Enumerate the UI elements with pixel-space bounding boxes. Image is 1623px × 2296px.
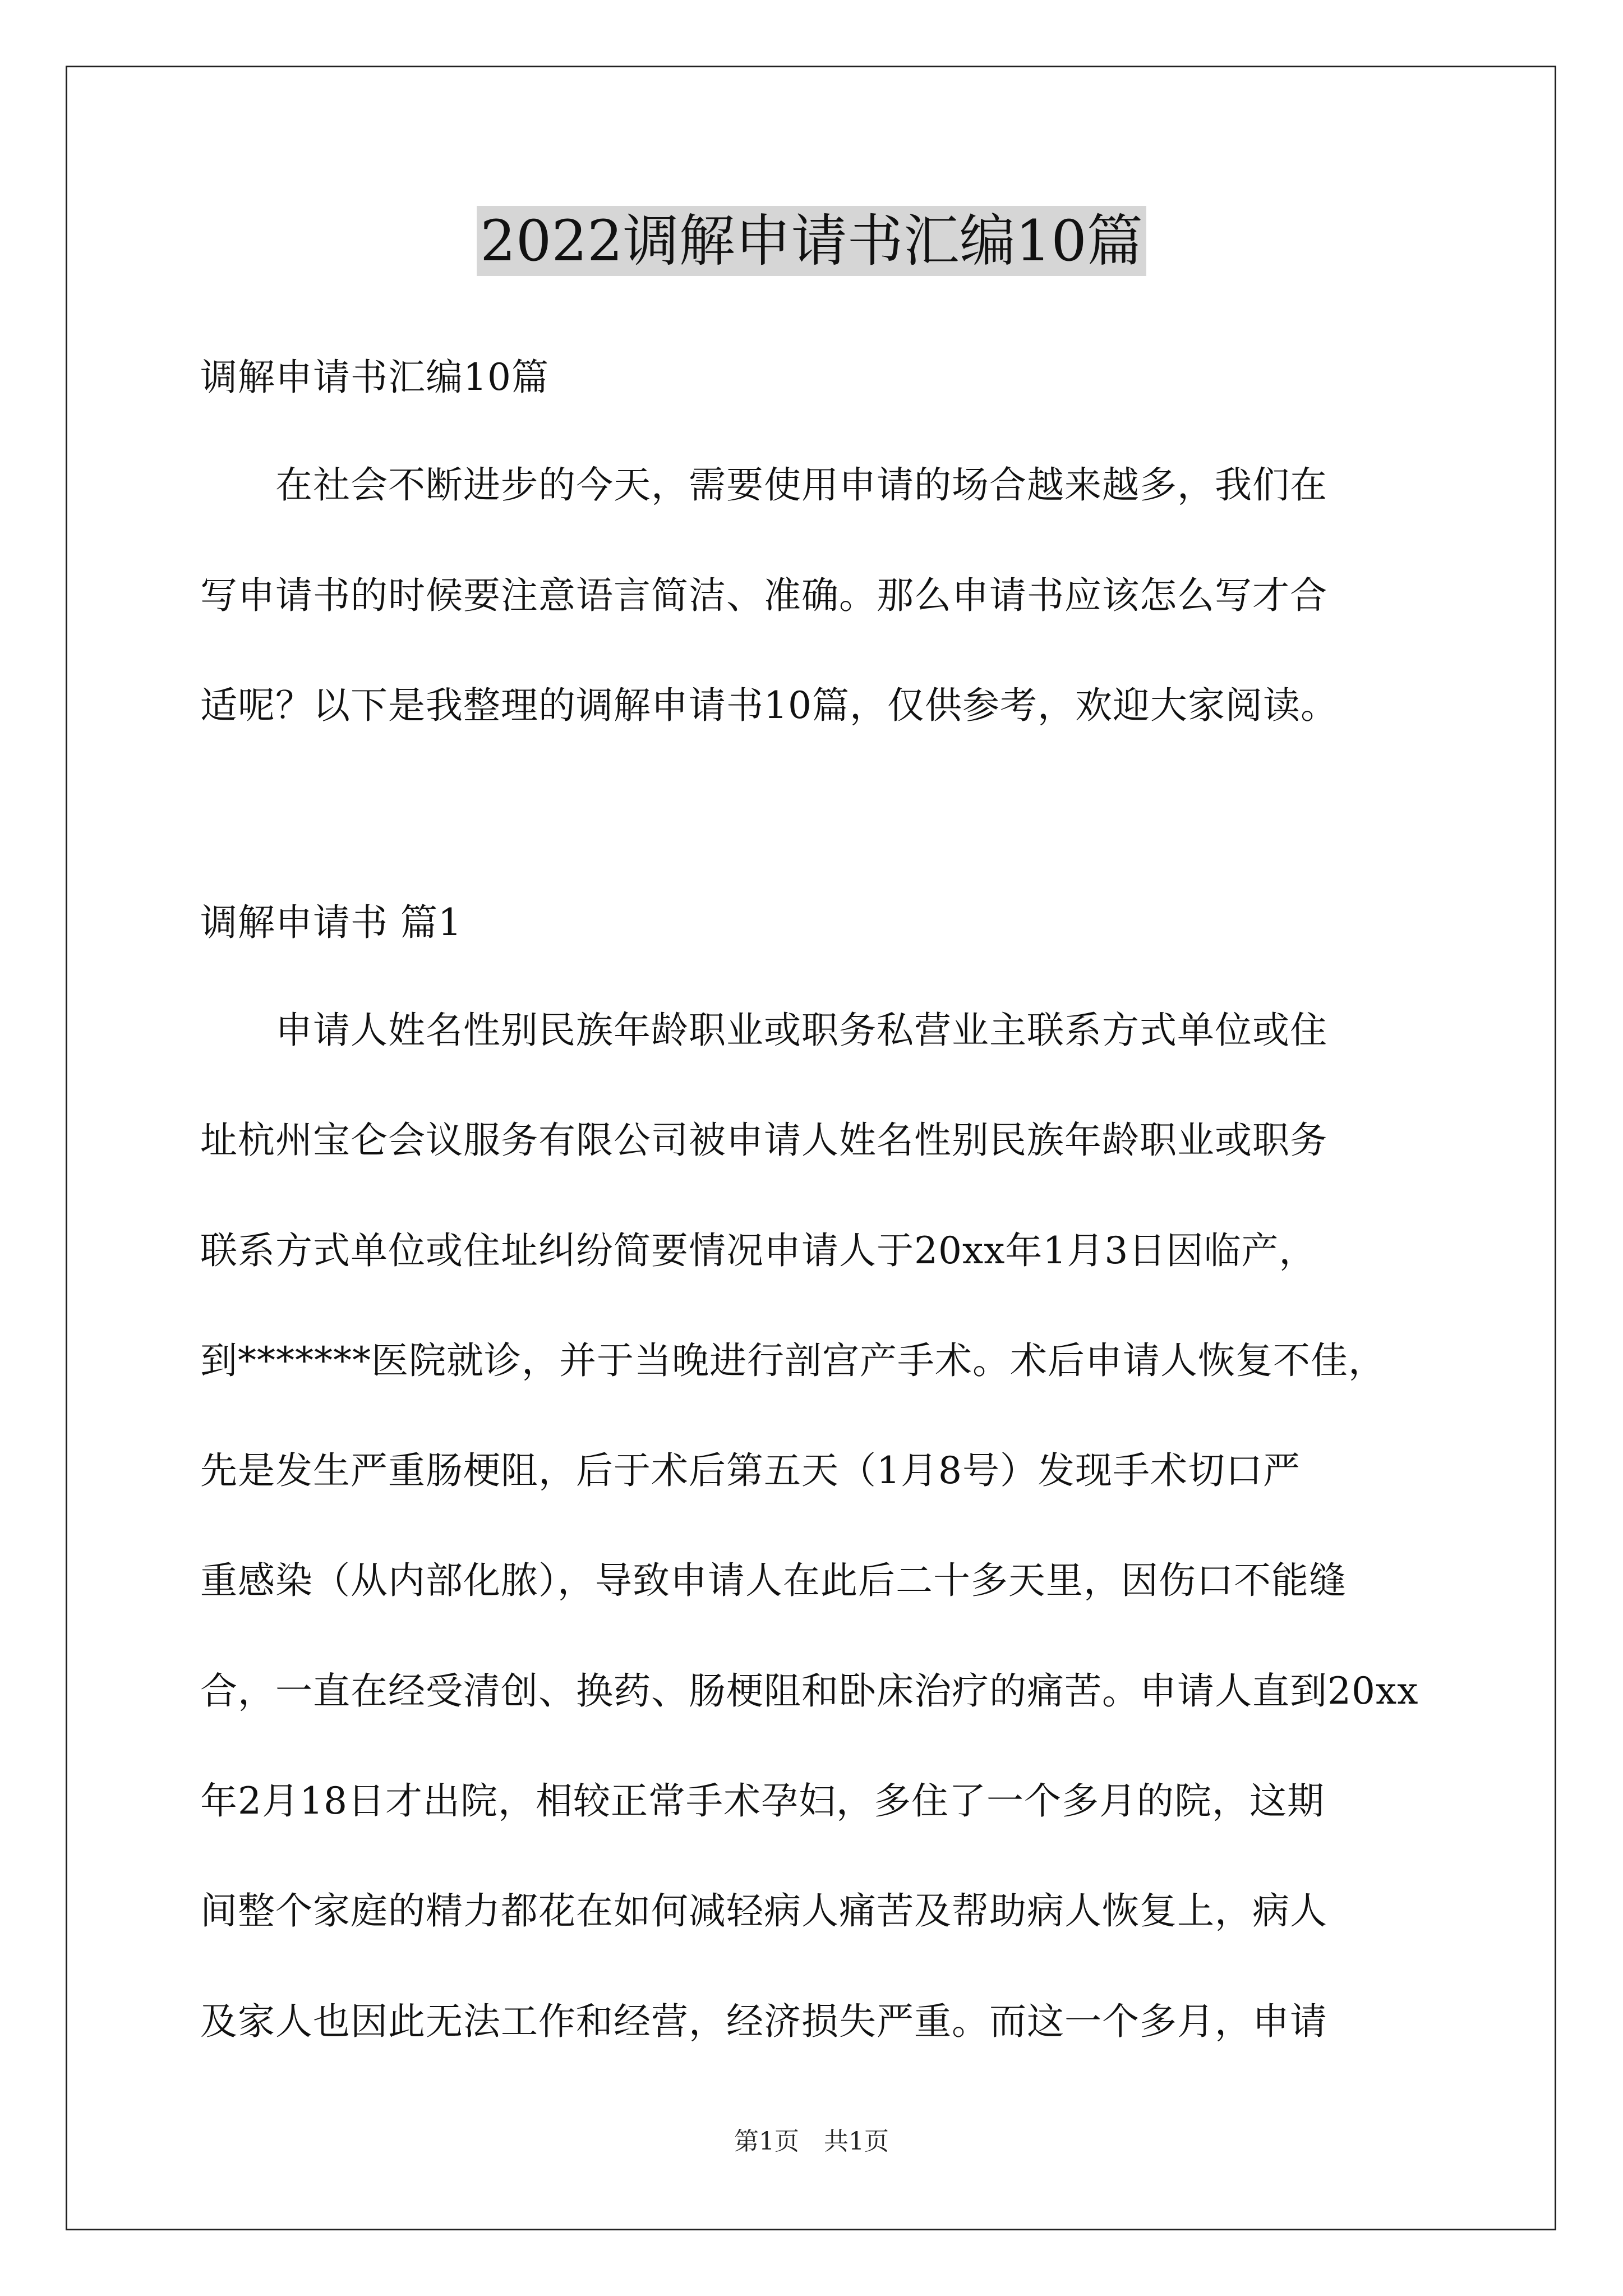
document-title — [0, 202, 1623, 280]
page-footer: 第1页 共1页 — [734, 2127, 889, 2156]
intro-line-2: 写申请书的时候要注意语言简洁、准确。那么申请书应该怎么写才合 — [200, 574, 1327, 617]
body-line-4: 到*******医院就诊，并于当晚进行剖宫产手术。术后申请人恢复不佳， — [200, 1339, 1386, 1382]
body-line-6: 重感染（从内部化脓），导致申请人在此后二十多天里，因伤口不能缝 — [200, 1559, 1347, 1602]
body-line-10: 及家人也因此无法工作和经营，经济损失严重。而这一个多月，申请 — [200, 2000, 1327, 2043]
body-line-9: 间整个家庭的精力都花在如何减轻病人痛苦及帮助病人恢复上，病人 — [200, 1889, 1327, 1932]
body-line-8: 年2月18日才出院，相较正常手术孕妇，多住了一个多月的院，这期 — [200, 1779, 1325, 1823]
document-subtitle: 调解申请书汇编10篇 — [200, 356, 549, 399]
body-line-3: 联系方式单位或住址纠纷简要情况申请人于20xx年1月3日因临产， — [200, 1229, 1317, 1272]
intro-line-1: 在社会不断进步的今天，需要使用申请的场合越来越多，我们在 — [200, 463, 1327, 507]
body-line-2: 址杭州宝仑会议服务有限公司被申请人姓名性别民族年龄职业或职务 — [200, 1119, 1327, 1162]
body-line-7: 合，一直在经受清创、换药、肠梗阻和卧床治疗的痛苦。申请人直到20xx — [200, 1669, 1419, 1713]
body-line-5: 先是发生严重肠梗阻，后于术后第五天（1月8号）发现手术切口严 — [200, 1449, 1301, 1492]
document-title-text: 2022调解申请书汇编10篇 — [477, 206, 1146, 276]
body-line-1: 申请人姓名性别民族年龄职业或职务私营业主联系方式单位或住 — [200, 1009, 1327, 1052]
section-heading: 调解申请书 篇1 — [200, 901, 462, 944]
intro-line-3: 适呢？以下是我整理的调解申请书10篇，仅供参考，欢迎大家阅读。 — [200, 684, 1338, 727]
